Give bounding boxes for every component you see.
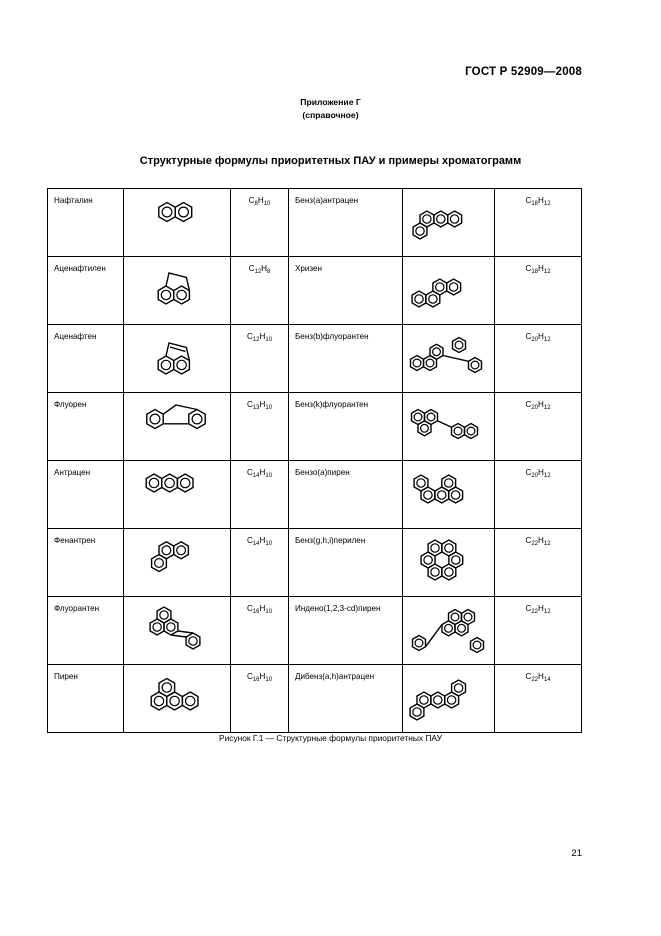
- formula-h: H: [261, 264, 268, 273]
- hydrogen-count: 10: [265, 337, 273, 343]
- structure-cell: [124, 665, 231, 733]
- compound-name: Бенз(а)антрацен: [289, 189, 403, 257]
- formula-h: H: [538, 468, 544, 477]
- hydrogen-count: 10: [265, 405, 273, 411]
- hydrogen-count: 10: [263, 201, 271, 207]
- compound-name: Фенантрен: [48, 529, 124, 597]
- molecular-formula: [495, 189, 582, 257]
- standard-number: ГОСТ Р 52909—2008: [465, 66, 582, 78]
- formula-c: C: [525, 332, 532, 341]
- formula-c: C: [525, 400, 532, 409]
- formula-h: H: [259, 400, 266, 409]
- page-title: Структурные формулы приоритетных ПАУ и примеры хроматограмм: [139, 155, 522, 167]
- hydrogen-count: 10: [265, 609, 273, 615]
- carbon-count: 20: [531, 473, 538, 479]
- table-row: [48, 325, 582, 393]
- compound-name: Флуорен: [48, 393, 124, 461]
- hydrogen-count: 12: [543, 269, 551, 275]
- formula-c: C: [525, 536, 532, 545]
- formula-h: H: [259, 332, 266, 341]
- formula-c: C: [525, 196, 532, 205]
- formula-h: H: [259, 672, 266, 681]
- molecular-formula: [231, 325, 289, 393]
- molecular-formula: [231, 189, 289, 257]
- structure-cell: [124, 393, 231, 461]
- carbon-count: 12: [254, 269, 262, 275]
- formula-c: C: [525, 672, 532, 681]
- formula-c: C: [246, 400, 253, 409]
- compound-name: Бензо(а)пирен: [289, 461, 403, 529]
- appendix-subtitle: (справочное): [302, 110, 359, 120]
- benzanthracene-structure-icon: [406, 191, 492, 247]
- benzo-b-fluoranthene-structure-icon: [407, 327, 491, 383]
- anthracene-structure-icon: [137, 463, 217, 503]
- acenaphthene-structure-icon: [147, 327, 207, 381]
- molecular-formula: [231, 461, 289, 529]
- hydrogen-count: 14: [543, 677, 551, 683]
- benzo-a-pyrene-structure-icon: [404, 463, 494, 521]
- figure-caption: Рисунок Г.1 — Структурные формулы приоритетных ПАУ: [219, 733, 442, 743]
- fluorene-structure-icon: [140, 395, 214, 435]
- table-row: [48, 189, 582, 257]
- compound-name: Пирен: [48, 665, 124, 733]
- fluoranthene-structure-icon: [141, 599, 213, 659]
- table-row: [48, 257, 582, 325]
- chrysene-structure-icon: [403, 259, 497, 315]
- benzo-k-fluoranthene-structure-icon: [406, 395, 492, 451]
- compound-name: Бенз(k)флуорантен: [289, 393, 403, 461]
- structure-cell: [124, 529, 231, 597]
- pyrene-structure-icon: [137, 667, 217, 719]
- phenanthrene-structure-icon: [142, 531, 212, 579]
- hydrogen-count: 12: [543, 201, 551, 207]
- formula-h: H: [538, 196, 544, 205]
- carbon-count: 14: [252, 541, 260, 547]
- molecular-formula: [495, 325, 582, 393]
- formula-h: H: [259, 468, 266, 477]
- page-number: 21: [571, 848, 582, 859]
- compound-name: Нафталин: [48, 189, 124, 257]
- compound-name: Хризен: [289, 257, 403, 325]
- molecular-formula: [495, 597, 582, 665]
- appendix-title: Приложение Г: [300, 97, 361, 107]
- carbon-count: 18: [531, 269, 538, 275]
- hydrogen-count: 12: [543, 609, 551, 615]
- benzo-ghi-perylene-structure-icon: [409, 531, 489, 593]
- formula-h: H: [538, 604, 544, 613]
- dibenzanthracene-structure-icon: [403, 667, 503, 729]
- formula-h: H: [259, 536, 266, 545]
- formula-c: C: [525, 604, 532, 613]
- appendix-heading: [0, 96, 661, 122]
- structure-cell: [403, 393, 495, 461]
- formula-h: H: [259, 604, 266, 613]
- formula-h: H: [538, 400, 544, 409]
- hydrogen-count: 12: [543, 337, 551, 343]
- molecular-formula: [495, 529, 582, 597]
- formula-c: C: [525, 264, 532, 273]
- hydrogen-count: 12: [543, 541, 551, 547]
- table-row: [48, 393, 582, 461]
- structure-cell: [403, 189, 495, 257]
- molecular-formula: [495, 257, 582, 325]
- formula-c: C: [246, 332, 253, 341]
- structure-cell: [124, 325, 231, 393]
- hydrogen-count: 8: [267, 269, 271, 275]
- carbon-count: 16: [252, 609, 260, 615]
- structure-cell: [124, 189, 231, 257]
- pah-structures-table: [47, 188, 582, 733]
- hydrogen-count: 12: [543, 473, 551, 479]
- molecular-formula: [231, 393, 289, 461]
- structure-cell: [403, 257, 495, 325]
- carbon-count: 22: [531, 541, 538, 547]
- formula-h: H: [538, 672, 544, 681]
- molecular-formula: [231, 665, 289, 733]
- carbon-count: 20: [531, 405, 538, 411]
- carbon-count: 18: [531, 201, 538, 207]
- hydrogen-count: 10: [265, 473, 273, 479]
- hydrogen-count: 12: [543, 405, 551, 411]
- structure-cell: [403, 325, 495, 393]
- structure-cell: [403, 597, 495, 665]
- compound-name: Аценафтен: [48, 325, 124, 393]
- structure-cell: [403, 529, 495, 597]
- formula-c: C: [246, 672, 253, 681]
- molecular-formula: [495, 393, 582, 461]
- structure-cell: [124, 597, 231, 665]
- compound-name: Флуорантен: [48, 597, 124, 665]
- hydrogen-count: 10: [265, 541, 273, 547]
- molecular-formula: [231, 257, 289, 325]
- carbon-count: 12: [252, 337, 260, 343]
- table-row: [48, 529, 582, 597]
- molecular-formula: [231, 529, 289, 597]
- formula-c: C: [246, 468, 253, 477]
- acenaphthylene-structure-icon: [147, 259, 207, 311]
- formula-c: C: [248, 196, 255, 205]
- carbon-count: 16: [252, 677, 260, 683]
- structure-cell: [403, 665, 495, 733]
- compound-name: Аценафтилен: [48, 257, 124, 325]
- compound-name: Бенз(b)флуорантен: [289, 325, 403, 393]
- structure-cell: [124, 461, 231, 529]
- formula-h: H: [538, 264, 544, 273]
- structure-cell: [403, 461, 495, 529]
- structure-cell: [124, 257, 231, 325]
- table-row: [48, 665, 582, 733]
- molecular-formula: [495, 461, 582, 529]
- table-row: [48, 597, 582, 665]
- carbon-count: 22: [531, 609, 538, 615]
- compound-name: Бенз(g,h,i)перилен: [289, 529, 403, 597]
- carbon-count: 14: [252, 473, 260, 479]
- molecular-formula: [495, 665, 582, 733]
- carbon-count: 22: [531, 677, 538, 683]
- formula-c: C: [525, 468, 532, 477]
- molecular-formula: [231, 597, 289, 665]
- formula-c: C: [246, 604, 253, 613]
- carbon-count: 20: [531, 337, 538, 343]
- formula-c: C: [248, 264, 255, 273]
- indenopyrene-structure-icon: [405, 599, 493, 659]
- carbon-count: 8: [254, 201, 258, 207]
- compound-name: Антрацен: [48, 461, 124, 529]
- formula-h: H: [538, 332, 544, 341]
- compound-name: Дибенз(а,h)антрацен: [289, 665, 403, 733]
- hydrogen-count: 10: [265, 677, 273, 683]
- formula-h: H: [538, 536, 544, 545]
- formula-h: H: [257, 196, 264, 205]
- compound-name: Индено(1,2,3-cd)пирен: [289, 597, 403, 665]
- carbon-count: 13: [252, 405, 260, 411]
- naphthalene-structure-icon: [147, 191, 207, 231]
- formula-c: C: [246, 536, 253, 545]
- table-row: [48, 461, 582, 529]
